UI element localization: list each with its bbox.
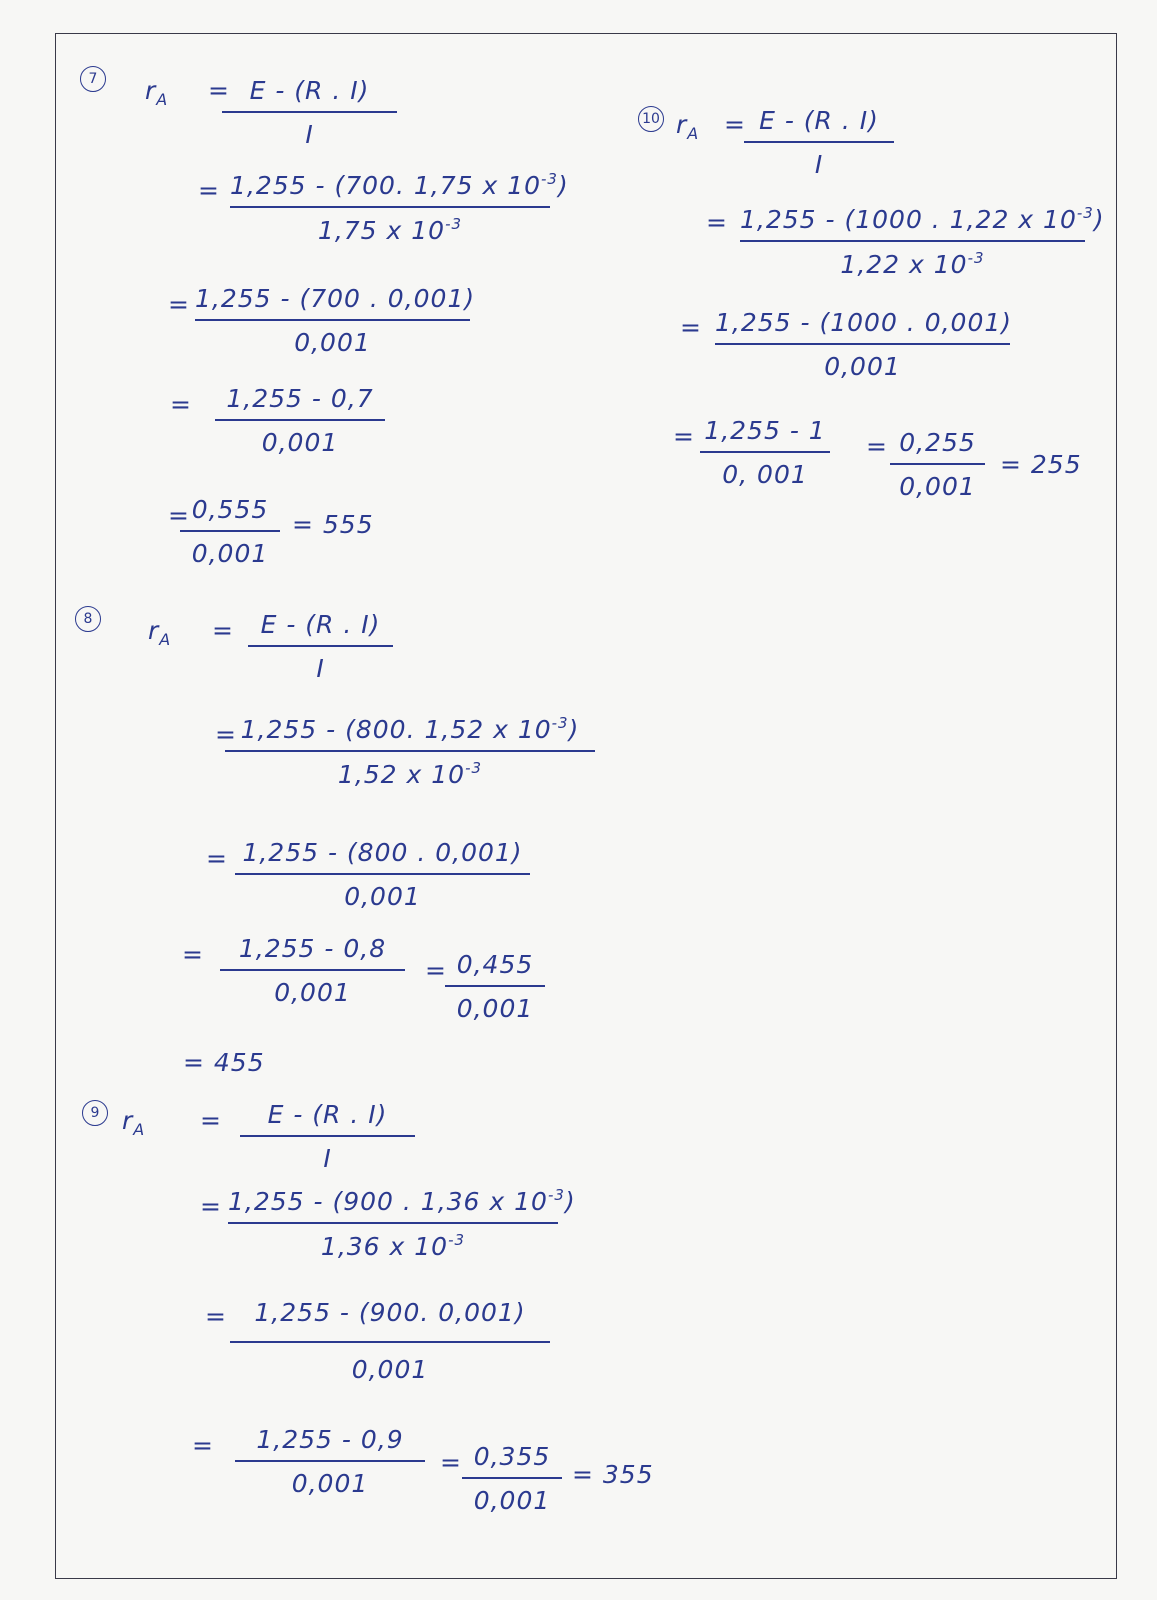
fraction-difference	[235, 1427, 425, 1496]
problem-number-7: 7	[80, 66, 106, 92]
fraction-bar	[230, 206, 550, 208]
fraction-bar	[230, 1341, 550, 1343]
problem-number-9: 9	[82, 1100, 108, 1126]
fraction-substitution	[230, 170, 569, 245]
equals-sign: =	[673, 422, 695, 451]
denominator: 0,001	[899, 472, 976, 501]
denominator: 0,001	[274, 978, 351, 1007]
fraction-formula	[240, 1102, 415, 1171]
fraction-substitution	[228, 1186, 576, 1261]
equals-sign: =	[200, 1106, 222, 1135]
numerator: 1,255 - 0,9	[256, 1425, 404, 1454]
numerator: 1,255 - 0,7	[226, 384, 374, 413]
denominator: 0,001	[344, 882, 421, 911]
equals-sign: =	[198, 176, 220, 205]
numerator: E - (R . I)	[249, 76, 370, 105]
fraction-substitution	[740, 204, 1105, 279]
fraction-bar	[248, 645, 393, 647]
numerator: 1,255 - (800 . 0,001)	[242, 838, 523, 867]
fraction-bar	[445, 985, 545, 987]
fraction-bar	[715, 343, 1010, 345]
fraction-simplified	[715, 308, 1013, 381]
fraction-formula	[248, 612, 393, 681]
problem-number-8: 8	[75, 606, 101, 632]
fraction-bar	[740, 240, 1085, 242]
fraction-simplified	[230, 1300, 550, 1382]
fraction-bar	[228, 1222, 558, 1224]
numerator: 1,255 - 0,8	[238, 934, 387, 963]
fraction-substitution	[225, 716, 595, 787]
fraction-simplified	[195, 284, 476, 357]
fraction-bar	[700, 451, 830, 453]
equals-sign: =	[200, 1192, 222, 1221]
equals-sign: =	[680, 313, 702, 342]
numerator: 0,455	[456, 950, 534, 979]
fraction-difference	[215, 386, 385, 455]
fraction-bar	[215, 419, 385, 421]
final-answer: = 455	[183, 1048, 265, 1077]
equals-sign: =	[866, 432, 888, 461]
denominator: 0,001	[291, 1469, 369, 1498]
numerator: 0,255	[899, 428, 976, 457]
numerator: 1,255 - (900 . 1,36 x $10^{-3}$)	[228, 1186, 576, 1216]
fraction-difference	[700, 418, 830, 487]
equals-sign: =	[440, 1448, 462, 1477]
equals-sign: =	[170, 390, 192, 419]
variable-ra: $r_A$	[676, 110, 700, 143]
numerator: 1,255 - (900. 0,001)	[254, 1298, 526, 1327]
fraction-bar	[240, 1135, 415, 1137]
numerator: 1,255 - 1	[704, 416, 826, 445]
final-answer: = 355	[572, 1460, 654, 1489]
fraction-difference	[220, 936, 405, 1005]
numerator: 1,255 - (800. 1,52 x $10^{-3}$)	[240, 714, 580, 744]
denominator: I	[316, 654, 325, 683]
fraction-bar	[744, 141, 894, 143]
fraction-formula	[744, 108, 894, 177]
numerator: 1,255 - (700. 1,75 x $10^{-3}$)	[230, 170, 569, 200]
denominator: 0,001	[456, 994, 534, 1023]
equals-sign: =	[206, 844, 228, 873]
variable-ra: $r_A$	[148, 616, 172, 649]
equals-sign: =	[205, 1302, 227, 1331]
variable-ra: $r_A$	[122, 1106, 146, 1139]
fraction-result	[462, 1444, 562, 1513]
fraction-bar	[235, 1460, 425, 1462]
fraction-bar	[462, 1477, 562, 1479]
numerator: 0,555	[191, 495, 269, 524]
equals-sign: =	[215, 720, 237, 749]
equals-sign: =	[182, 940, 204, 969]
numerator: E - (R . I)	[267, 1100, 388, 1129]
fraction-simplified	[235, 840, 530, 909]
fraction-result	[890, 430, 985, 499]
denominator: 0,001	[261, 428, 339, 457]
equals-sign: =	[706, 208, 728, 237]
numerator: 1,255 - (1000 . 0,001)	[715, 308, 1013, 337]
equals-sign: =	[168, 501, 190, 530]
final-answer: = 555	[292, 510, 374, 539]
denominator: I	[305, 120, 314, 149]
denominator: 1,75 x $10^{-3}$	[317, 215, 463, 245]
fraction-result	[180, 497, 280, 566]
fraction-bar	[225, 750, 595, 752]
denominator: 0, 001	[722, 460, 808, 489]
numerator: 1,255 - (1000 . 1,22 x $10^{-3}$)	[740, 204, 1105, 234]
denominator: 0,001	[351, 1355, 429, 1384]
equals-sign: =	[724, 110, 746, 139]
fraction-bar	[195, 319, 470, 321]
denominator: 0,001	[473, 1486, 551, 1515]
denominator: 0,001	[191, 539, 269, 568]
denominator: 0,001	[294, 328, 371, 357]
fraction-bar	[890, 463, 985, 465]
fraction-bar	[235, 873, 530, 875]
equals-sign: =	[192, 1431, 214, 1460]
denominator: I	[323, 1144, 332, 1173]
fraction-bar	[220, 969, 405, 971]
denominator: 1,52 x $10^{-3}$	[337, 759, 483, 789]
denominator: I	[814, 150, 824, 179]
equals-sign: =	[168, 290, 190, 319]
equals-sign: =	[208, 76, 230, 105]
fraction-result	[445, 952, 545, 1021]
variable-ra: $r_A$	[145, 76, 169, 109]
denominator: 1,36 x $10^{-3}$	[320, 1231, 466, 1261]
fraction-bar	[222, 111, 397, 113]
numerator: 1,255 - (700 . 0,001)	[195, 284, 476, 313]
numerator: E - (R . I)	[260, 610, 381, 639]
equals-sign: =	[212, 616, 234, 645]
numerator: E - (R . I)	[759, 106, 879, 135]
denominator: 0,001	[824, 352, 901, 381]
fraction-bar	[180, 530, 280, 532]
final-answer: = 255	[1000, 450, 1082, 479]
denominator: 1,22 x $10^{-3}$	[840, 249, 985, 279]
problem-number-10: 10	[638, 106, 664, 132]
equals-sign: =	[425, 956, 447, 985]
numerator: 0,355	[473, 1442, 551, 1471]
fraction-formula	[222, 78, 397, 147]
